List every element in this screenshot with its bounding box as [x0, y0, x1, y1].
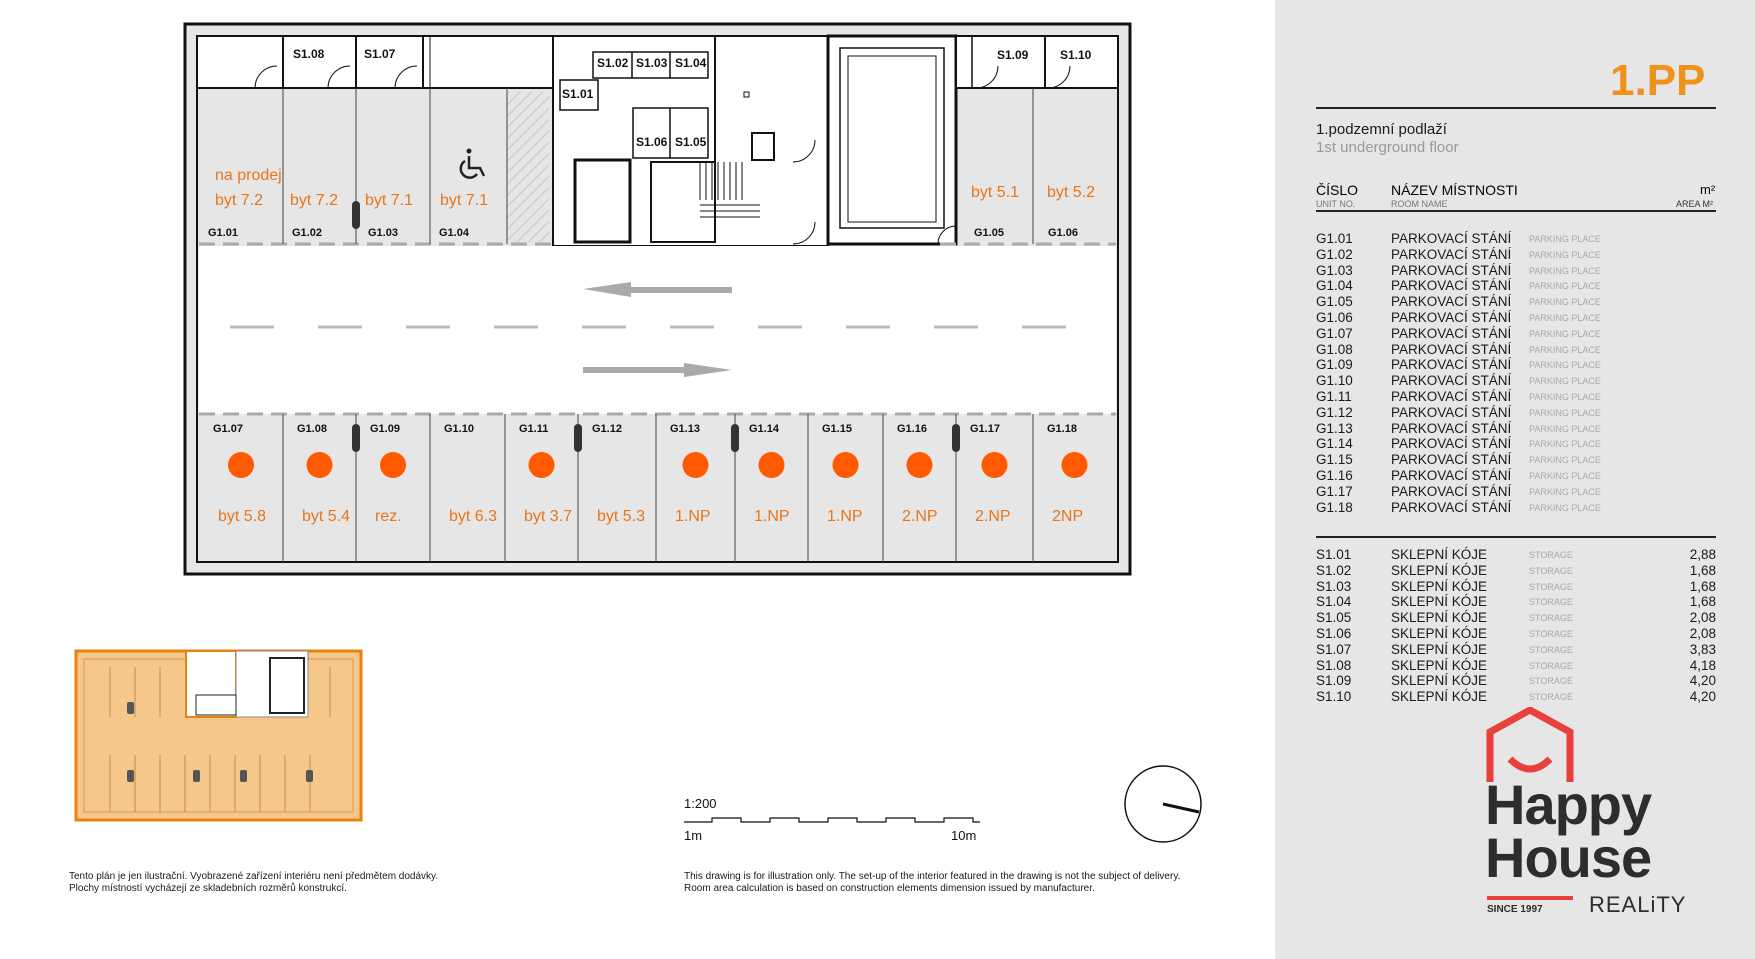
storage-name-en: STORAGE — [1529, 613, 1573, 624]
parking-name: PARKOVACÍ STÁNÍ — [1391, 436, 1512, 452]
storage-area: 2,88 — [1689, 547, 1716, 562]
parking-row — [1316, 294, 1716, 310]
parking-name: PARKOVACÍ STÁNÍ — [1391, 278, 1512, 294]
parking-name: PARKOVACÍ STÁNÍ — [1391, 325, 1512, 341]
drive-aisle — [199, 246, 1116, 414]
parking-number: G1.13 — [1316, 420, 1353, 436]
storage-label: S1.06 — [636, 135, 668, 149]
logo-line2: House — [1485, 826, 1652, 889]
parking-name-en: PARKING PLACE — [1529, 486, 1601, 497]
marker-dot — [228, 452, 254, 478]
storage-label: S1.08 — [293, 47, 325, 61]
disclaimer-en-line: Room area calculation is based on construction elements dimension issued by manufacturer. — [684, 883, 1095, 894]
parking-name-en: PARKING PLACE — [1529, 249, 1601, 260]
storage-number: S1.05 — [1316, 610, 1352, 626]
marker-dot — [529, 452, 555, 478]
parking-number: G1.06 — [1316, 309, 1353, 325]
space-id: G1.08 — [297, 423, 327, 435]
space-id: G1.12 — [592, 423, 622, 435]
parking-name-en: PARKING PLACE — [1529, 297, 1601, 308]
parking-row — [1316, 500, 1716, 516]
space-owner: byt 3.7 — [524, 508, 573, 525]
storage-label: S1.04 — [675, 56, 707, 70]
space-id: G1.09 — [370, 423, 400, 435]
parking-name: PARKOVACÍ STÁNÍ — [1391, 452, 1512, 468]
space-id: G1.02 — [292, 227, 322, 239]
space-owner: 2NP — [1052, 508, 1084, 525]
storage-number: S1.07 — [1316, 641, 1352, 657]
parking-row — [1316, 405, 1716, 421]
parking-name-en: PARKING PLACE — [1529, 391, 1601, 402]
parking-name: PARKOVACÍ STÁNÍ — [1391, 341, 1512, 357]
storage-name-en: STORAGE — [1529, 676, 1573, 687]
parking-row — [1316, 484, 1716, 500]
space-owner: byt 5.3 — [597, 508, 646, 525]
scale-end: 10m — [951, 828, 977, 843]
logo-line1: Happy — [1485, 773, 1652, 836]
space-owner: 2.NP — [902, 508, 938, 525]
parking-name: PARKOVACÍ STÁNÍ — [1391, 404, 1512, 420]
space-id: G1.13 — [670, 423, 700, 435]
space-id: G1.15 — [822, 423, 852, 435]
storage-name: SKLEPNÍ KÓJE — [1391, 689, 1488, 705]
space-id: G1.03 — [368, 227, 398, 239]
space-id: G1.18 — [1047, 423, 1077, 435]
storage-name: SKLEPNÍ KÓJE — [1391, 610, 1488, 626]
parking-name: PARKOVACÍ STÁNÍ — [1391, 420, 1512, 436]
parking-name: PARKOVACÍ STÁNÍ — [1391, 357, 1512, 373]
parking-name-en: PARKING PLACE — [1529, 360, 1601, 371]
parking-row — [1316, 452, 1716, 468]
space-owner: 1.NP — [754, 508, 790, 525]
marker-dot — [683, 452, 709, 478]
parking-row — [1316, 247, 1716, 263]
storage-label: S1.07 — [364, 47, 396, 61]
space-id: G1.05 — [974, 227, 1004, 239]
parking-row — [1316, 278, 1716, 294]
storage-label: S1.01 — [562, 87, 594, 101]
storage-name-en: STORAGE — [1529, 628, 1573, 639]
storage-area: 4,18 — [1689, 657, 1716, 673]
storage-name: SKLEPNÍ KÓJE — [1391, 673, 1488, 689]
storage-area: 1,68 — [1689, 594, 1716, 610]
parking-name-en: PARKING PLACE — [1529, 281, 1601, 292]
space-id: G1.07 — [213, 423, 243, 435]
space-owner: rez. — [375, 508, 402, 525]
marker-dot — [759, 452, 785, 478]
parking-name-en: PARKING PLACE — [1529, 439, 1601, 450]
space-owner: byt 5.2 — [1047, 184, 1096, 201]
company-logo — [1485, 707, 1725, 927]
space-id: G1.04 — [439, 227, 469, 239]
storage-row — [1316, 610, 1716, 626]
storage-name: SKLEPNÍ KÓJE — [1391, 641, 1488, 657]
storage-name: SKLEPNÍ KÓJE — [1391, 578, 1488, 594]
parking-number: G1.12 — [1316, 404, 1353, 420]
parking-row — [1316, 357, 1716, 373]
parking-number: G1.08 — [1316, 341, 1353, 357]
level-title: 1.PP — [1610, 56, 1706, 105]
col-number: ČÍSLO — [1316, 182, 1359, 198]
floor-name-en: 1st underground floor — [1316, 139, 1459, 156]
storage-label: S1.09 — [997, 48, 1029, 62]
parking-name-en: PARKING PLACE — [1529, 423, 1601, 434]
storage-number: S1.01 — [1316, 547, 1352, 562]
storage-row — [1316, 547, 1716, 563]
marker-dot — [907, 452, 933, 478]
parking-number: G1.01 — [1316, 231, 1353, 246]
storage-area: 2,08 — [1689, 610, 1716, 626]
parking-number: G1.09 — [1316, 357, 1353, 373]
storage-area: 4,20 — [1689, 689, 1716, 705]
space-owner: byt 7.2 — [215, 192, 264, 209]
parking-number: G1.15 — [1316, 452, 1353, 468]
storage-name-en: STORAGE — [1529, 550, 1573, 560]
marker-dot — [982, 452, 1008, 478]
parking-number: G1.14 — [1316, 436, 1353, 452]
parking-table — [1316, 231, 1716, 515]
storage-row — [1316, 642, 1716, 658]
col-name: NÁZEV MÍSTNOSTI — [1391, 182, 1518, 198]
space-owner: byt 7.2 — [290, 192, 339, 209]
parking-number: G1.03 — [1316, 262, 1353, 278]
storage-number: S1.10 — [1316, 689, 1352, 705]
storage-number: S1.02 — [1316, 562, 1352, 578]
parking-row — [1316, 310, 1716, 326]
space-id: G1.17 — [970, 423, 1000, 435]
parking-name-en: PARKING PLACE — [1529, 265, 1601, 276]
space-id: G1.16 — [897, 423, 927, 435]
space-owner: byt 5.8 — [218, 508, 267, 525]
space-owner: byt 7.1 — [365, 192, 414, 209]
storage-name-en: STORAGE — [1529, 581, 1573, 592]
storage-label: S1.05 — [675, 135, 707, 149]
space-id: G1.01 — [208, 227, 238, 239]
storage-area: 1,68 — [1689, 578, 1716, 594]
col-name-en: ROOM NAME — [1391, 199, 1448, 209]
storage-name-en: STORAGE — [1529, 565, 1573, 576]
parking-number: G1.05 — [1316, 294, 1353, 310]
parking-number: G1.16 — [1316, 467, 1353, 483]
parking-name: PARKOVACÍ STÁNÍ — [1391, 499, 1512, 515]
storage-label: S1.03 — [636, 56, 668, 70]
marker-dot — [380, 452, 406, 478]
space-owner: byt 7.1 — [440, 192, 489, 209]
parking-name: PARKOVACÍ STÁNÍ — [1391, 294, 1512, 310]
floor-name-cz: 1.podzemní podlaží — [1316, 121, 1447, 138]
parking-row — [1316, 231, 1716, 247]
space-owner: 2.NP — [975, 508, 1011, 525]
parking-number: G1.17 — [1316, 483, 1353, 499]
storage-name: SKLEPNÍ KÓJE — [1391, 657, 1488, 673]
parking-name: PARKOVACÍ STÁNÍ — [1391, 262, 1512, 278]
scale-bar — [684, 796, 980, 843]
space-id: G1.06 — [1048, 227, 1078, 239]
col-area: m² — [1700, 182, 1716, 197]
parking-name: PARKOVACÍ STÁNÍ — [1391, 467, 1512, 483]
storage-area: 3,83 — [1689, 641, 1716, 657]
storage-name-en: STORAGE — [1529, 692, 1573, 703]
storage-number: S1.09 — [1316, 673, 1352, 689]
parking-row — [1316, 342, 1716, 358]
storage-label: S1.10 — [1060, 48, 1092, 62]
storage-row — [1316, 563, 1716, 579]
parking-name: PARKOVACÍ STÁNÍ — [1391, 231, 1512, 246]
compass-icon — [1125, 766, 1201, 842]
key-plan — [76, 651, 361, 820]
storage-number: S1.04 — [1316, 594, 1352, 610]
storage-area: 4,20 — [1689, 673, 1716, 689]
space-owner: 1.NP — [827, 508, 863, 525]
parking-row — [1316, 389, 1716, 405]
marker-dot — [833, 452, 859, 478]
storage-name-en: STORAGE — [1529, 644, 1573, 655]
storage-row — [1316, 594, 1716, 610]
disclaimer-cz — [69, 871, 438, 895]
parking-name-en: PARKING PLACE — [1529, 328, 1601, 339]
disclaimer-cz-line: Plochy místností vycházejí ze skladebních rozměrů konstrukcí. — [69, 883, 347, 894]
parking-number: G1.02 — [1316, 246, 1353, 262]
parking-number: G1.07 — [1316, 325, 1353, 341]
col-area-en: AREA M² — [1676, 199, 1714, 209]
space-id: G1.14 — [749, 423, 779, 435]
space-note: na prodej — [215, 167, 282, 184]
parking-number: G1.10 — [1316, 373, 1353, 389]
disclaimer-en — [684, 871, 1180, 895]
storage-row — [1316, 626, 1716, 642]
storage-table — [1316, 547, 1716, 705]
storage-label: S1.02 — [597, 56, 629, 70]
parking-name-en: PARKING PLACE — [1529, 407, 1601, 418]
storage-name-en: STORAGE — [1529, 660, 1573, 671]
parking-row — [1316, 373, 1716, 389]
parking-name-en: PARKING PLACE — [1529, 470, 1601, 481]
space-owner: byt 5.4 — [302, 508, 351, 525]
marker-dot — [1062, 452, 1088, 478]
marker-dot — [307, 452, 333, 478]
storage-name-en: STORAGE — [1529, 597, 1573, 608]
parking-name-en: PARKING PLACE — [1529, 312, 1601, 323]
disclaimer-en-line: This drawing is for illustration only. The set-up of the interior featured in the drawing is not the subject of delivery. — [684, 871, 1181, 882]
parking-number: G1.11 — [1316, 388, 1352, 404]
storage-number: S1.03 — [1316, 578, 1352, 594]
storage-area: 2,08 — [1689, 625, 1716, 641]
parking-number: G1.18 — [1316, 499, 1353, 515]
hatched-area — [507, 92, 549, 242]
storage-name: SKLEPNÍ KÓJE — [1391, 562, 1488, 578]
storage-area: 1,68 — [1689, 562, 1716, 578]
storage-row — [1316, 689, 1716, 705]
parking-name: PARKOVACÍ STÁNÍ — [1391, 309, 1512, 325]
storage-number: S1.08 — [1316, 657, 1352, 673]
space-id: G1.10 — [444, 423, 474, 435]
logo-since: SINCE 1997 — [1487, 904, 1543, 915]
parking-name-en: PARKING PLACE — [1529, 455, 1601, 466]
parking-name: PARKOVACÍ STÁNÍ — [1391, 373, 1512, 389]
parking-name: PARKOVACÍ STÁNÍ — [1391, 388, 1512, 404]
storage-number: S1.06 — [1316, 625, 1352, 641]
storage-row — [1316, 658, 1716, 674]
space-owner: byt 6.3 — [449, 508, 498, 525]
parking-row — [1316, 468, 1716, 484]
scale-ratio: 1:200 — [684, 796, 717, 811]
storage-row — [1316, 579, 1716, 595]
storage-name: SKLEPNÍ KÓJE — [1391, 594, 1488, 610]
scale-start: 1m — [684, 828, 703, 843]
parking-name-en: PARKING PLACE — [1529, 502, 1601, 513]
storage-row — [1316, 673, 1716, 689]
storage-name: SKLEPNÍ KÓJE — [1391, 547, 1488, 562]
parking-name-en: PARKING PLACE — [1529, 344, 1601, 355]
parking-name-en: PARKING PLACE — [1529, 376, 1601, 387]
parking-name-en: PARKING PLACE — [1529, 234, 1601, 244]
space-owner: byt 5.1 — [971, 184, 1020, 201]
parking-number: G1.04 — [1316, 278, 1353, 294]
parking-row — [1316, 421, 1716, 437]
col-number-en: UNIT NO. — [1316, 199, 1356, 209]
parking-name: PARKOVACÍ STÁNÍ — [1391, 483, 1512, 499]
disclaimer-cz-line: Tento plán je jen ilustrační. Vyobrazené zařízení interiéru není předmětem dodávky. — [69, 871, 439, 882]
parking-name: PARKOVACÍ STÁNÍ — [1391, 246, 1512, 262]
space-id: G1.11 — [519, 423, 549, 435]
space-owner: 1.NP — [675, 508, 711, 525]
logo-brand: REALiTY — [1589, 892, 1687, 917]
parking-row — [1316, 263, 1716, 279]
parking-row — [1316, 326, 1716, 342]
storage-name: SKLEPNÍ KÓJE — [1391, 625, 1488, 641]
parking-row — [1316, 436, 1716, 452]
